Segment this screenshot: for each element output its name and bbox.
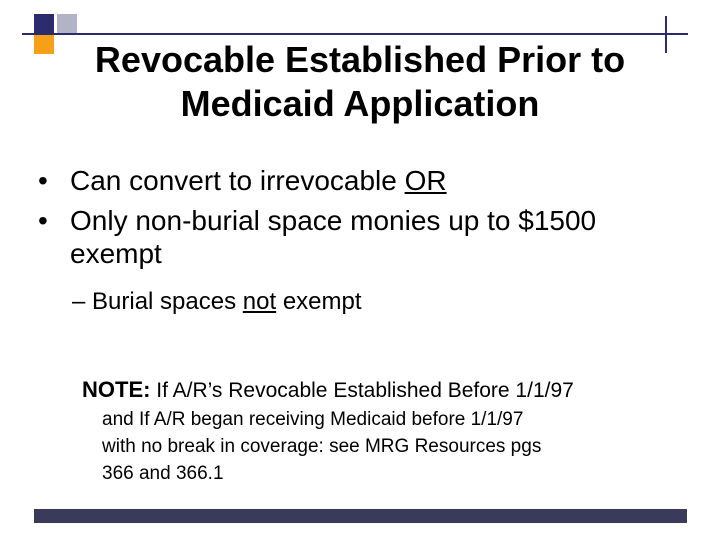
bullet-2-line-2: exempt [70,238,162,269]
note-line-2: and If A/R began receiving Medicaid before 1/1/97 [102,409,524,430]
sub-bullet-text: Burial spaces [92,288,243,315]
slide-title [20,38,700,126]
bullet-item-1 [38,164,698,197]
bottom-bar [34,509,687,523]
title-line-1: Revocable Established Prior to [94,39,626,80]
sub-bullet [72,287,362,317]
bullet-1-underlined: OR [404,165,447,196]
note-line-1 [82,375,702,406]
sub-bullet-underlined: not [242,288,277,315]
bullet-2-line-1: Only non-burial space monies up to $1500 [70,205,597,236]
bullet-1-text: Can convert to irrevocable [70,165,405,196]
note-label: NOTE: [82,377,151,402]
bullet-glyph: • [38,205,48,236]
note-line-1-text: If A/R’s Revocable Established Before 1/1/97 [150,379,574,402]
title-line-2: Medicaid Application [180,83,540,124]
bullet-item-2 [38,204,698,270]
sub-bullet-suffix: exempt [276,288,362,315]
note-block [82,375,702,487]
deco-square-gray [57,14,77,34]
top-rule [22,33,688,35]
bullet-glyph: • [38,165,48,196]
note-line-3: with no break in coverage: see MRG Resources pgs [102,436,542,457]
deco-square-navy [34,14,54,34]
note-line-4: 366 and 366.1 [102,463,224,484]
sub-bullet-dash: – [72,288,86,315]
bullet-list [38,164,698,270]
